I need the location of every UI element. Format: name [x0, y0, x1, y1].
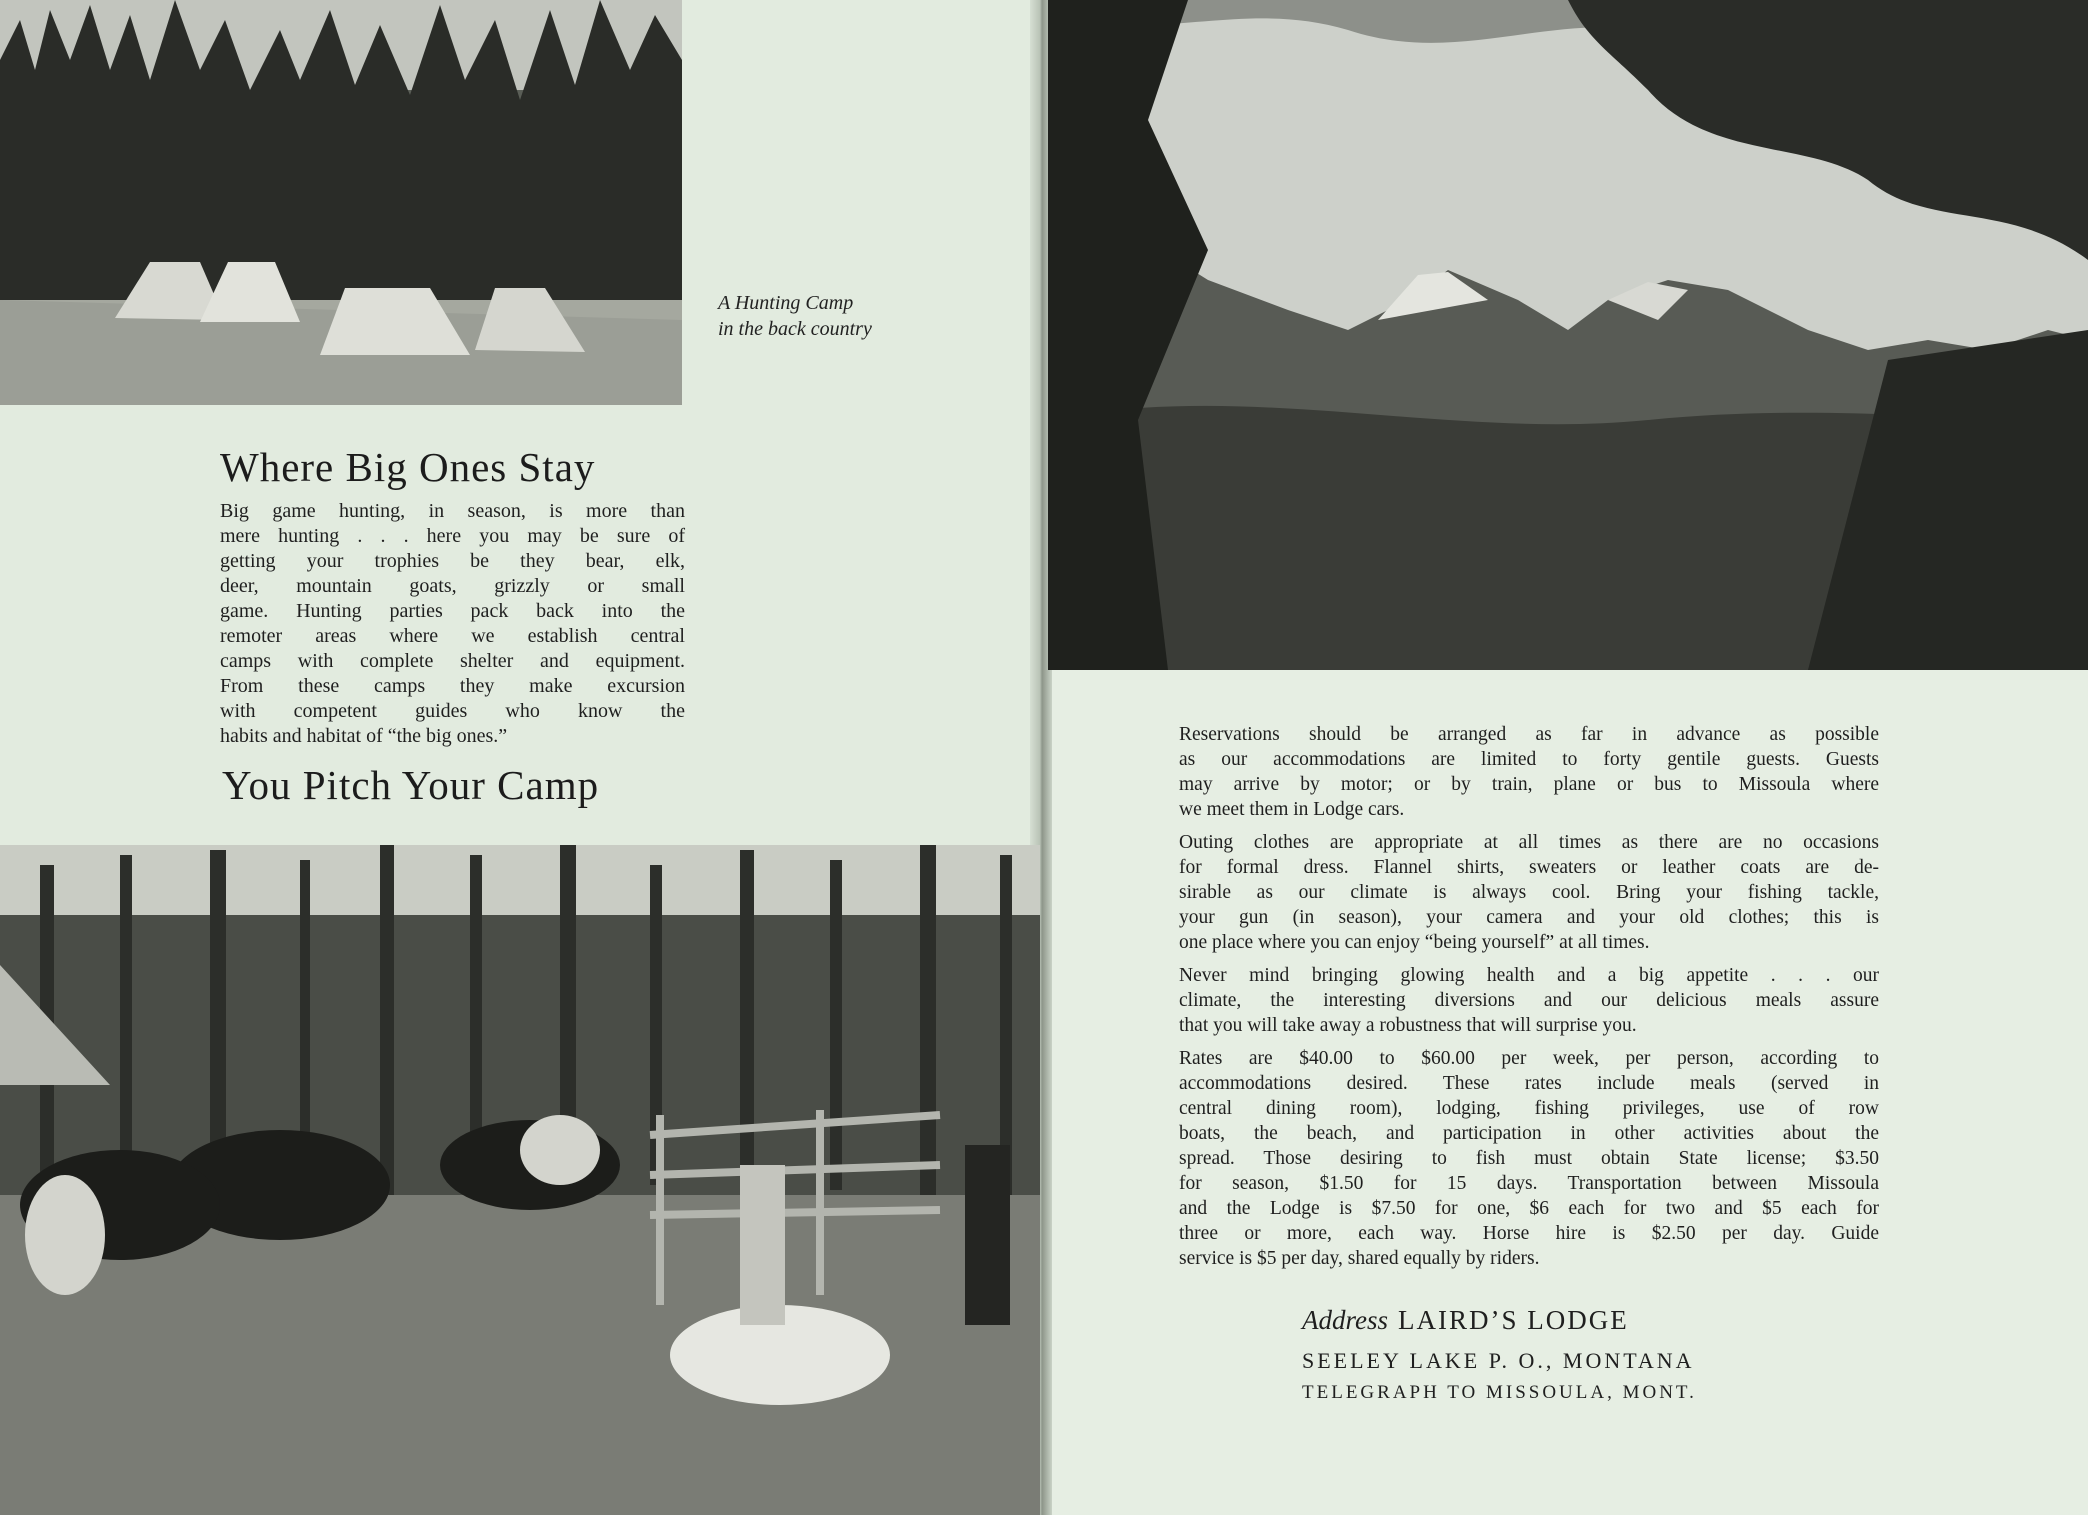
- text-line: for formal dress. Flannel shirts, sweaters or leather coats are de-: [1179, 857, 1879, 878]
- address-label: Address: [1302, 1305, 1388, 1335]
- address-name-line: [1302, 1305, 1772, 1336]
- hunting-body-text: [220, 499, 685, 749]
- lodge-information-text: [1179, 722, 1879, 1279]
- body-line: remoter areas where we establish central: [220, 625, 685, 647]
- body-line: mere hunting . . . here you may be sure of: [220, 525, 685, 547]
- heading-where-big-ones-stay: Where Big Ones Stay: [220, 444, 596, 490]
- caption-line-2: in the back country: [718, 318, 872, 340]
- body-line: From these camps they make excursion: [220, 675, 685, 697]
- address-post-office: SEELEY LAKE P. O., MONTANA: [1302, 1348, 1695, 1373]
- text-line: and the Lodge is $7.50 for one, $6 each for two and $5 each for: [1179, 1198, 1879, 1219]
- text-line: climate, the interesting diversions and our delicious meals assure: [1179, 990, 1879, 1011]
- text-line: accommodations desired. These rates include meals (served in: [1179, 1073, 1879, 1094]
- text-line: Never mind bringing glowing health and a big appetite . . . our: [1179, 965, 1879, 986]
- text-line: Rates are $40.00 to $60.00 per week, per person, according to: [1179, 1048, 1879, 1069]
- hunting-camp-photo: [0, 0, 682, 405]
- body-line: Big game hunting, in season, is more than: [220, 500, 685, 522]
- text-line: Reservations should be arranged as far in advance as possible: [1179, 724, 1879, 745]
- lodge-name: LAIRD’S LODGE: [1398, 1305, 1629, 1335]
- heading-you-pitch-your-camp: You Pitch Your Camp: [222, 762, 600, 808]
- text-line: as our accommodations are limited to forty gentile guests. Guests: [1179, 749, 1879, 770]
- body-line: game. Hunting parties pack back into the: [220, 600, 685, 622]
- pack-horses-photo: [0, 845, 1040, 1515]
- body-line: deer, mountain goats, grizzly or small: [220, 575, 685, 597]
- paragraph-rates: [1179, 1046, 1879, 1271]
- body-line: getting your trophies be they bear, elk,: [220, 550, 685, 572]
- lodge-address: [1302, 1305, 1772, 1404]
- body-line: camps with complete shelter and equipment.: [220, 650, 685, 672]
- text-line: for season, $1.50 for 15 days. Transportation between Missoula: [1179, 1173, 1879, 1194]
- text-line: boats, the beach, and participation in other activities about the: [1179, 1123, 1879, 1144]
- body-line: habits and habitat of “the big ones.”: [220, 725, 508, 747]
- text-line: Outing clothes are appropriate at all times as there are no occasions: [1179, 832, 1879, 853]
- paragraph-health: [1179, 963, 1879, 1038]
- text-line: we meet them in Lodge cars.: [1179, 799, 1405, 820]
- text-line: sirable as our climate is always cool. Bring your fishing tackle,: [1179, 882, 1879, 903]
- text-line: three or more, each way. Horse hire is $2.50 per day. Guide: [1179, 1223, 1879, 1244]
- caption-line-1: A Hunting Camp: [718, 292, 854, 314]
- address-telegraph: TELEGRAPH TO MISSOULA, MONT.: [1302, 1382, 1697, 1403]
- body-line: with competent guides who know the: [220, 700, 685, 722]
- text-line: spread. Those desiring to fish must obtain State license; $3.50: [1179, 1148, 1879, 1169]
- paragraph-outing-clothes: [1179, 830, 1879, 955]
- text-line: may arrive by motor; or by train, plane or bus to Missoula where: [1179, 774, 1879, 795]
- paragraph-reservations: [1179, 722, 1879, 822]
- mountain-landscape-photo: [1048, 0, 2088, 670]
- text-line: one place where you can enjoy “being yourself” at all times.: [1179, 932, 1650, 953]
- text-line: your gun (in season), your camera and your old clothes; this is: [1179, 907, 1879, 928]
- text-line: that you will take away a robustness that will surprise you.: [1179, 1015, 1637, 1036]
- text-line: central dining room), lodging, fishing privileges, use of row: [1179, 1098, 1879, 1119]
- photo-caption: [718, 290, 978, 342]
- text-line: service is $5 per day, shared equally by riders.: [1179, 1248, 1540, 1269]
